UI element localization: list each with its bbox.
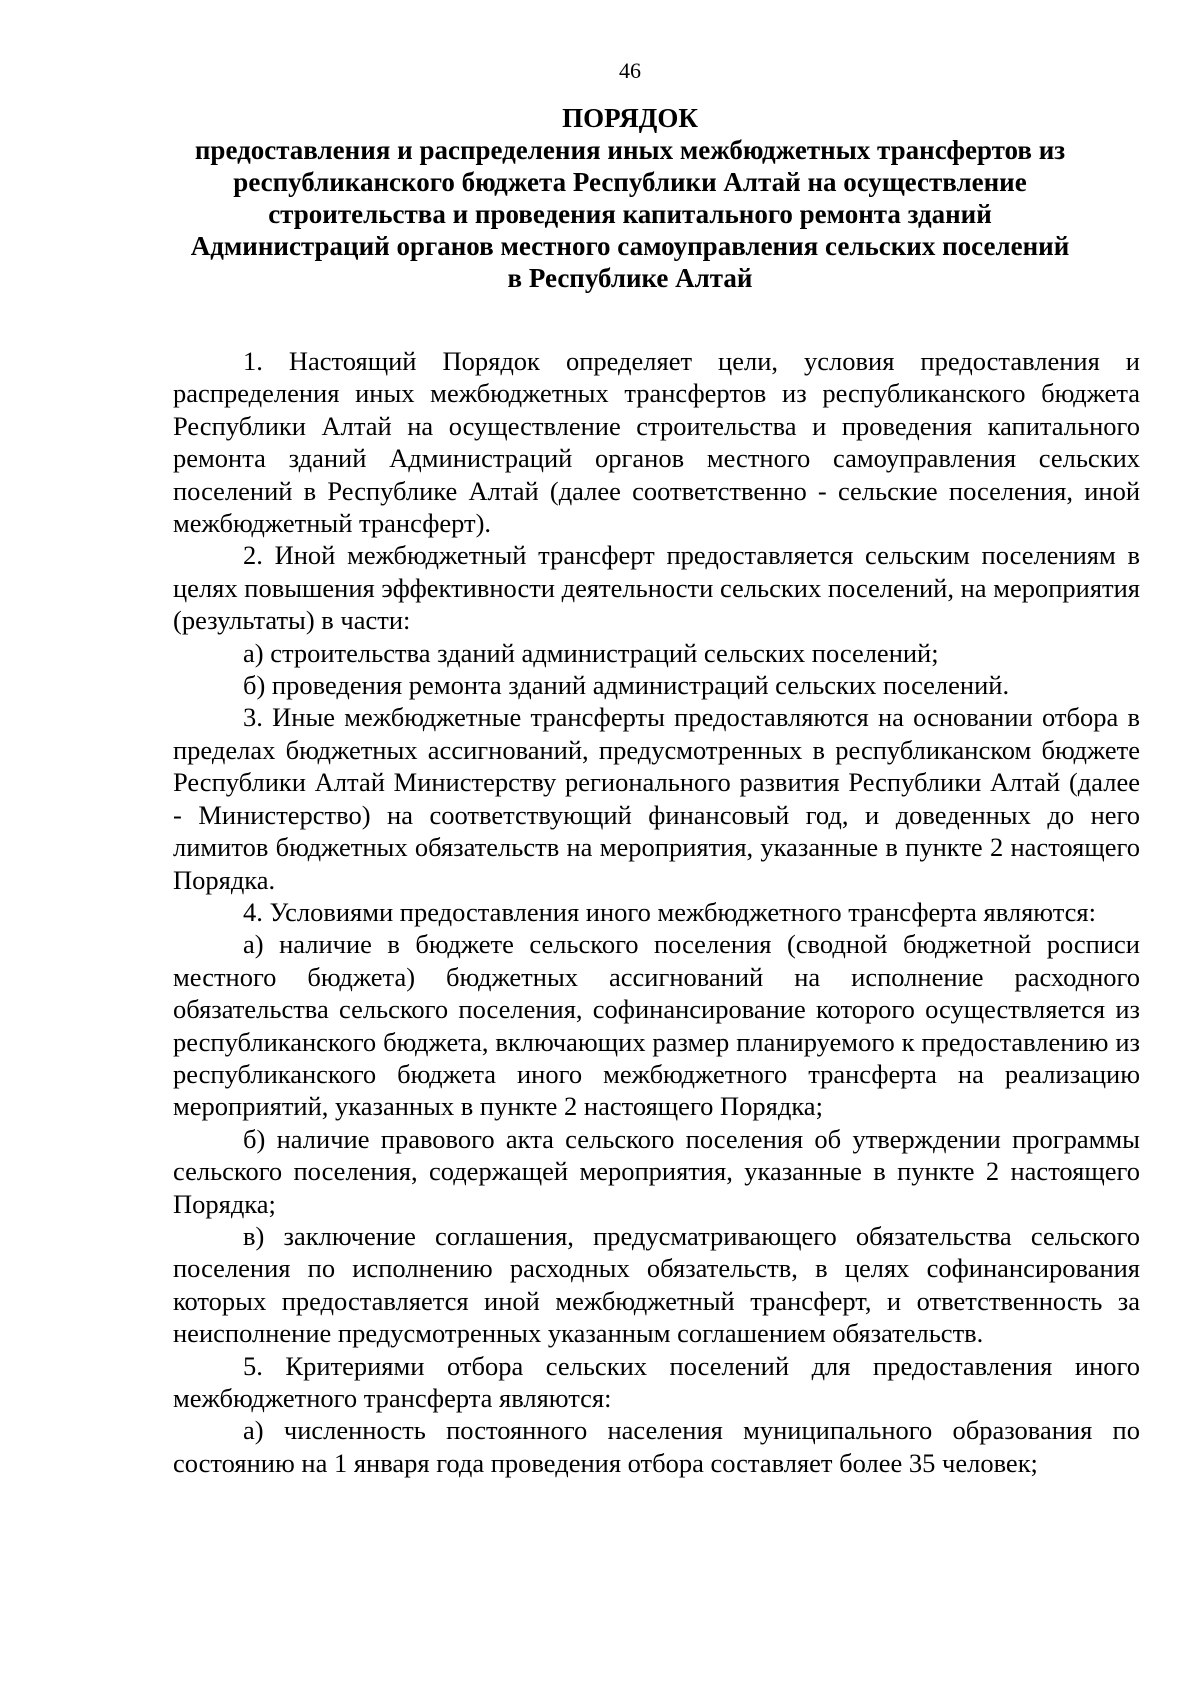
page-number: 46 xyxy=(619,58,641,83)
document-title xyxy=(70,102,1130,294)
document-body xyxy=(173,345,1140,1479)
paragraph-2b: б) проведения ремонта зданий администраций сельских поселений. xyxy=(243,670,1010,701)
paragraph-5a: а) численность постоянного населения муниципального образования по состоянию на 1 января года проведения отбора составляет более 35 человек; xyxy=(173,1415,1140,1478)
paragraph-4b: б) наличие правового акта сельского поселения об утверждении программы сельского поселения, содержащей мероприятия, указанные в пункте 2 настоящего Порядка; xyxy=(173,1123,1140,1219)
title-line: в Республике Алтай xyxy=(507,263,753,293)
paragraph-4c: в) заключение соглашения, предусматривающего обязательства сельского поселения по исполнению расходных обязательств, в целях софинансирования которых предоставляется иной межбюджетный трансферт, и ответственность за неисполнение предусмотренных указанным соглашением обязательств. xyxy=(173,1220,1140,1349)
title-line: предоставления и распределения иных межбюджетных трансфертов из xyxy=(194,135,1066,165)
title-line: Администраций органов местного самоуправления сельских поселений xyxy=(190,231,1070,261)
title-line: строительства и проведения капитального ремонта зданий xyxy=(268,199,992,229)
paragraph-3: 3. Иные межбюджетные трансферты предоставляются на основании отбора в пределах бюджетных ассигнований, предусмотренных в республиканском бюджете Республики Алтай Министерству регионального развития Республики Алтай (далее - Министерство) на соответствующий финансовый год, и доведенных до него лимитов бюджетных обязательств на мероприятия, указанные в пункте 2 настоящего Порядка. xyxy=(173,702,1140,895)
title-heading: ПОРЯДОК xyxy=(562,103,698,133)
paragraph-4a: а) наличие в бюджете сельского поселения (сводной бюджетной росписи местного бюджета) бюджетных ассигнований на исполнение расходного обязательства сельского поселения, софинансирование которого осуществляется из республиканского бюджета, включающих размер планируемого к предоставлению из республиканского бюджета иного межбюджетного трансферта на реализацию мероприятий, указанных в пункте 2 настоящего Порядка; xyxy=(173,929,1140,1122)
paragraph-5: 5. Критериями отбора сельских поселений для предоставления иного межбюджетного трансферта являются: xyxy=(173,1350,1140,1413)
paragraph-1: 1. Настоящий Порядок определяет цели, условия предоставления и распределения иных межбюджетных трансфертов из республиканского бюджета Республики Алтай на осуществление строительства и проведения капитального ремонта зданий Администраций органов местного самоуправления сельских поселений в Республике Алтай (далее соответственно - сельские поселения, иной межбюджетный трансферт). xyxy=(173,346,1140,539)
title-line: республиканского бюджета Республики Алтай на осуществление xyxy=(233,167,1027,197)
paragraph-4: 4. Условиями предоставления иного межбюджетного трансферта являются: xyxy=(243,896,1096,927)
paragraph-2a: а) строительства зданий администраций сельских поселений; xyxy=(243,637,939,668)
paragraph-2: 2. Иной межбюджетный трансферт предоставляется сельским поселениям в целях повышения эффективности деятельности сельских поселений, на мероприятия (результаты) в части: xyxy=(173,540,1140,636)
